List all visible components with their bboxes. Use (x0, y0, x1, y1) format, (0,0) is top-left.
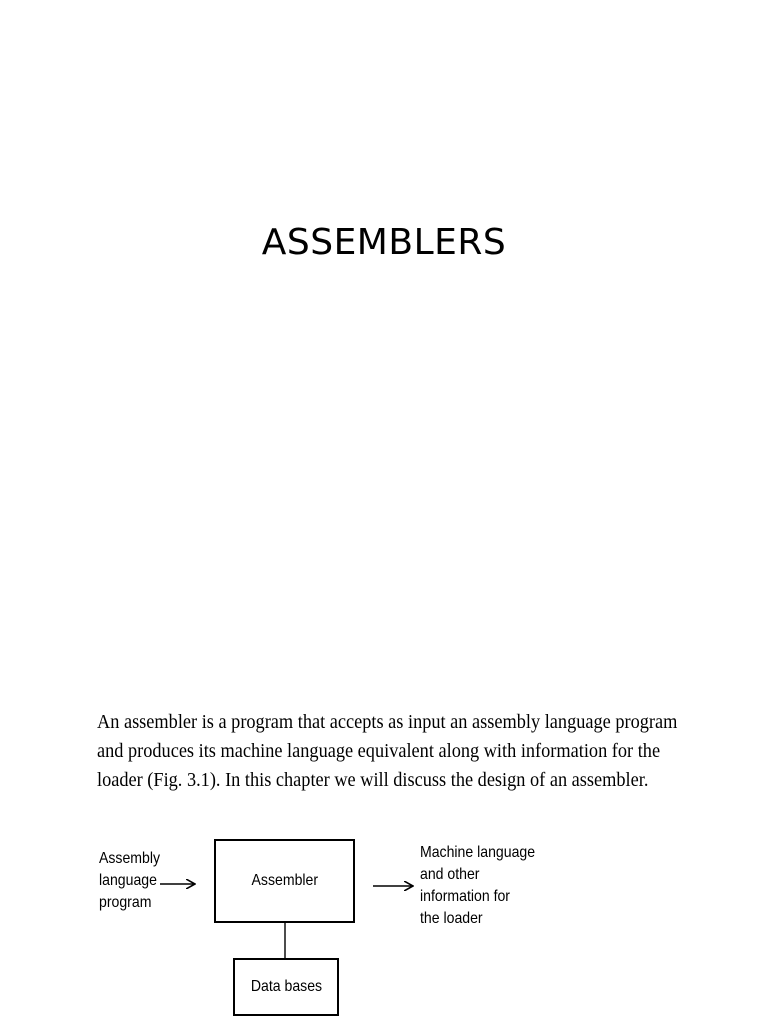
database-box (233, 958, 339, 1016)
output-label (420, 842, 560, 930)
slide-title: ASSEMBLERS (261, 222, 507, 263)
output-label-line: information for (420, 888, 510, 905)
assembler-box (214, 839, 355, 923)
input-label (99, 848, 209, 914)
paragraph-line: loader (Fig. 3.1). In this chapter we will discuss the design of an assembler. (97, 769, 649, 791)
assembler-label: Assembler (251, 872, 318, 889)
output-label-line: Machine language (420, 844, 536, 861)
input-label-line: Assembly (99, 850, 161, 867)
output-label-line: the loader (420, 910, 483, 927)
input-label-line: language (99, 872, 157, 889)
paragraph-line: An assembler is a program that accepts as input an assembly language program (97, 711, 678, 733)
paragraph-line: and produces its machine language equivalent along with information for the (97, 740, 661, 762)
input-label-line: program (99, 894, 152, 911)
database-label: Data bases (250, 978, 322, 995)
scanned-paragraph (97, 708, 678, 795)
output-label-line: and other (420, 866, 480, 883)
